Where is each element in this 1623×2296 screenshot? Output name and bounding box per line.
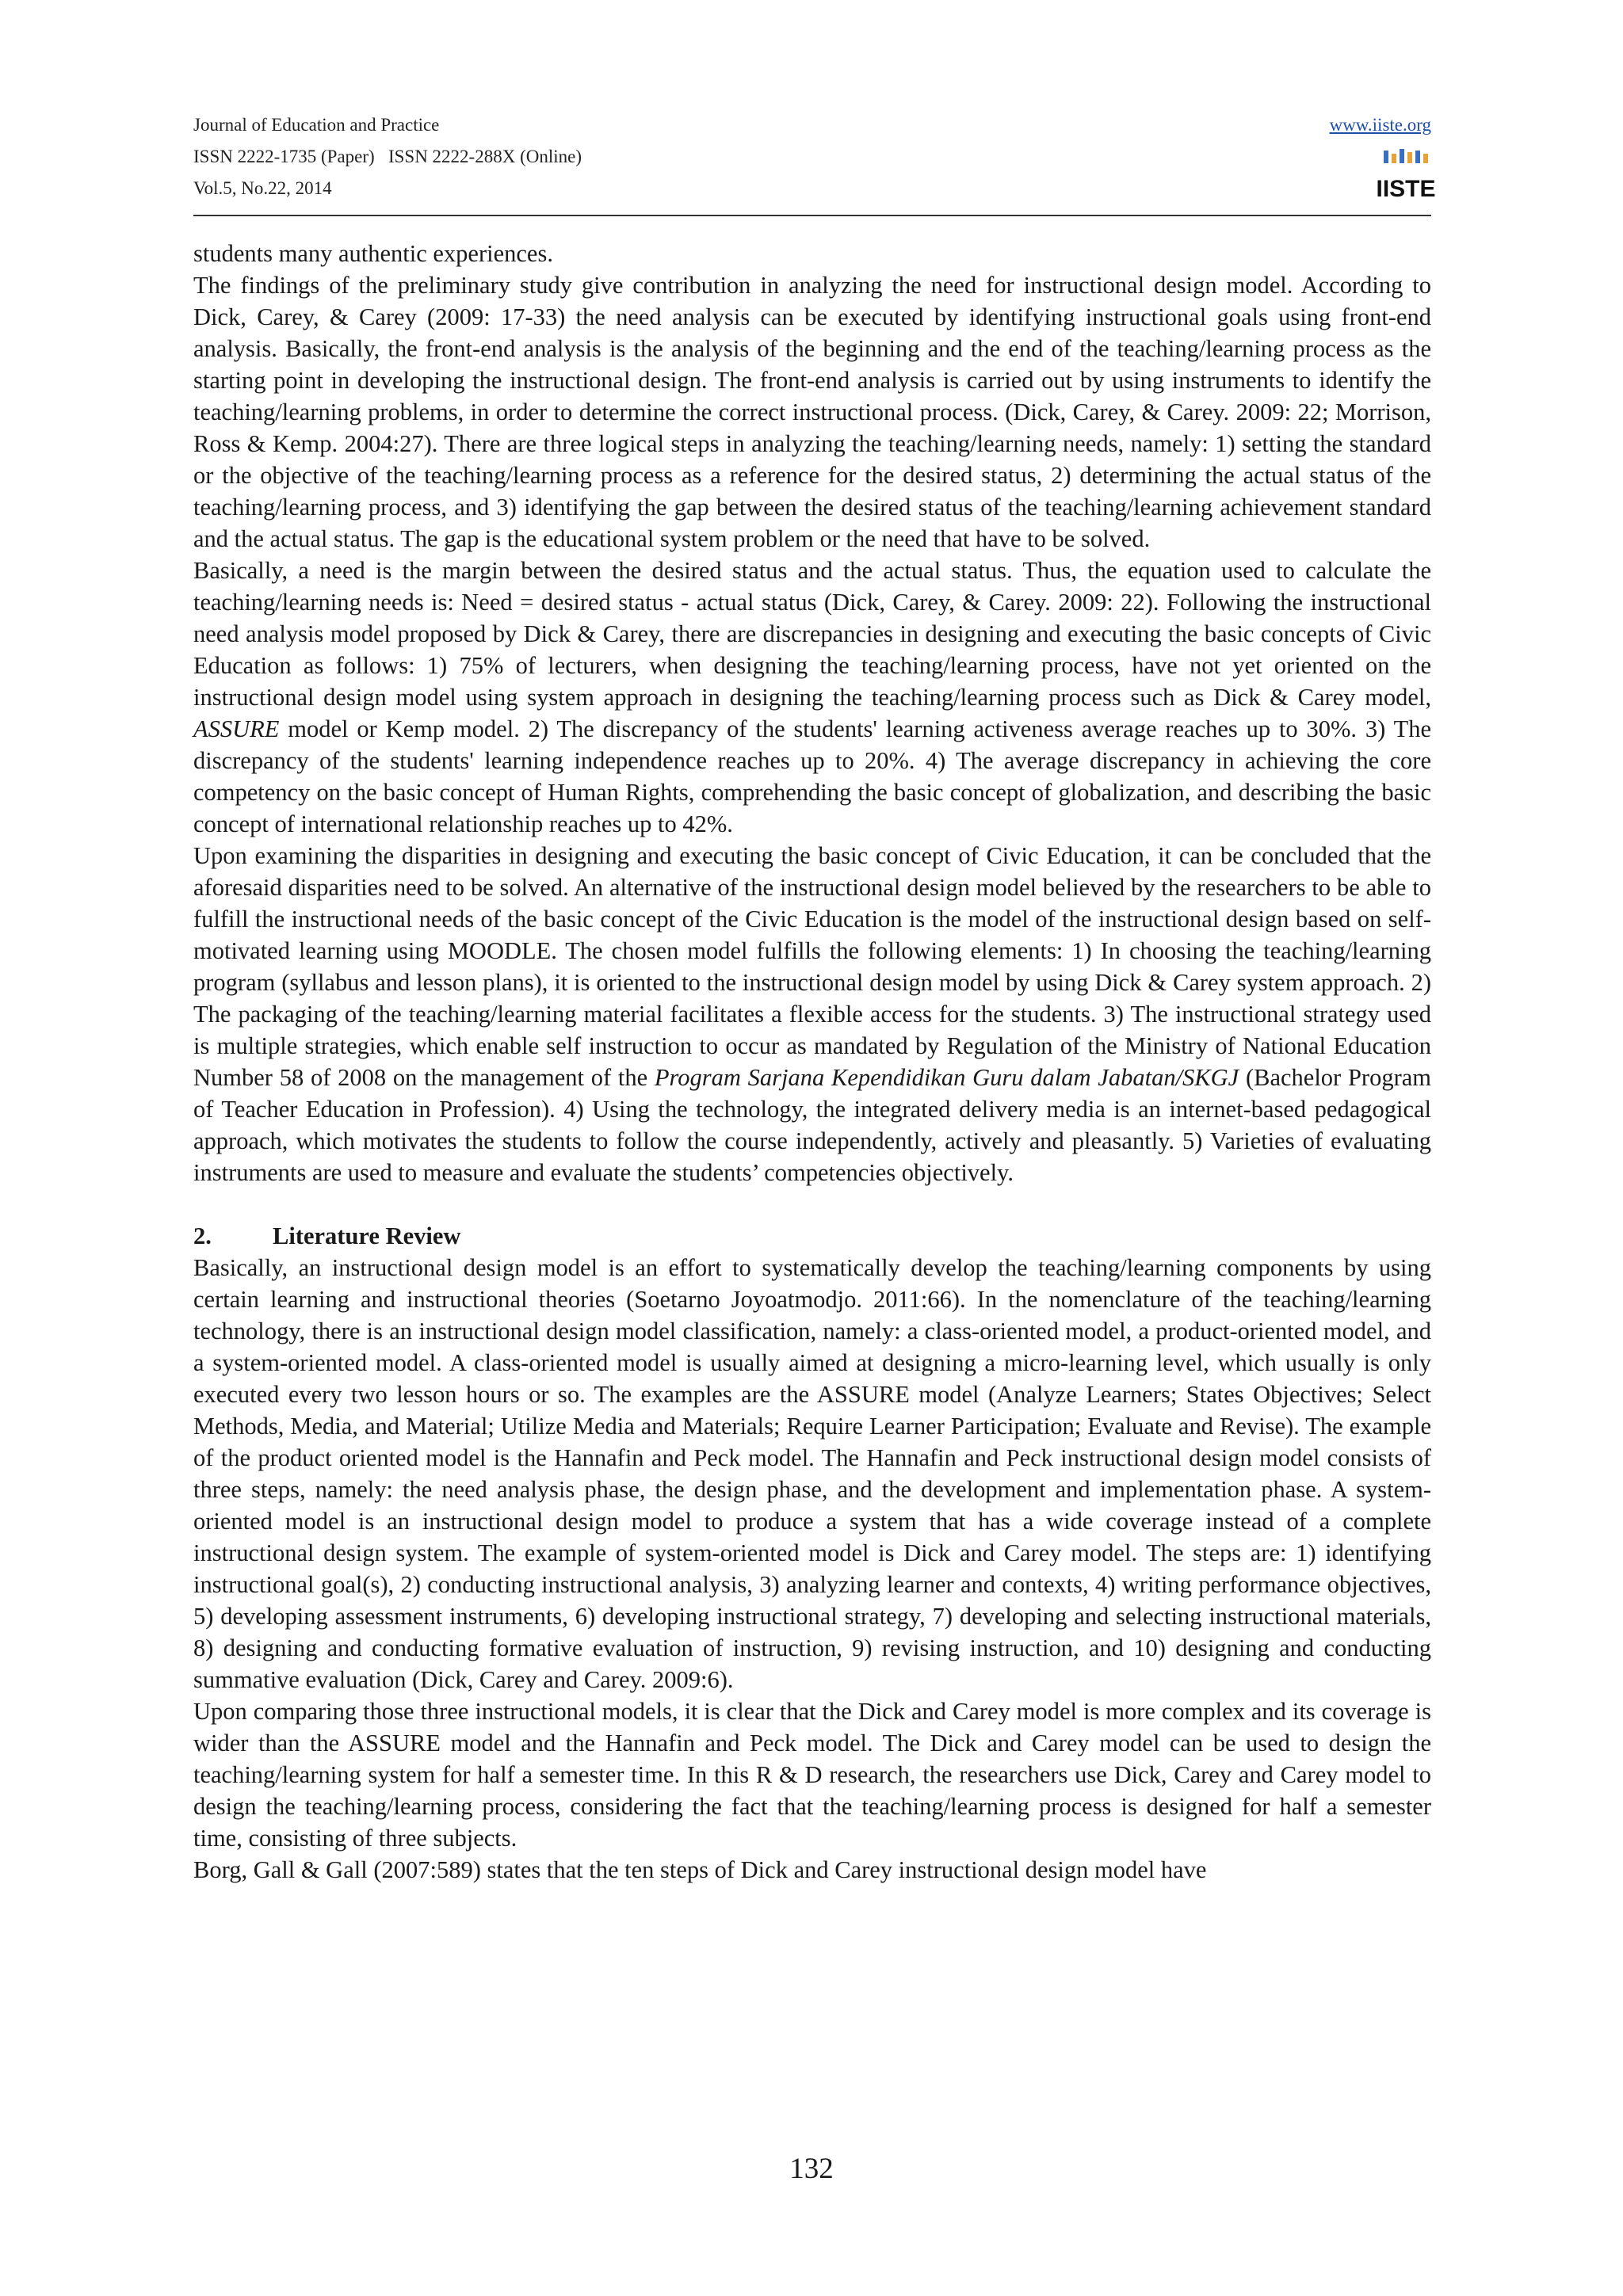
section-heading <box>193 1220 1431 1252</box>
paragraph-2: The findings of the preliminary study give contribution in analyzing the need for instructional design model. According to Dick, Carey, & Carey (2009: 17-33) the need analysis can be executed by identifying instructional goals using front-end analysis. Basically, the front-end analysis is the analysis of the beginning and the end of the teaching/learning process as the starting point in developing the instructional design. The front-end analysis is carried out by using instruments to identify the teaching/learning problems, in order to determine the correct instructional process. (Dick, Carey, & Carey. 2009: 22; Morrison, Ross & Kemp. 2004:27). There are three logical steps in analyzing the teaching/learning needs, namely: 1) setting the standard or the objective of the teaching/learning process as a reference for the desired status, 2) determining the actual status of the teaching/learning process, and 3) identifying the gap between the desired status of the teaching/learning achievement standard and the actual status. The gap is the educational system problem or the need that have to be solved. <box>193 272 1431 552</box>
page-number: 132 <box>789 2153 834 2185</box>
paragraph-7: Borg, Gall & Gall (2007:589) states that the ten steps of Dick and Carey instructional design model have <box>193 1856 1207 1883</box>
paragraph-6: Upon comparing those three instructional models, it is clear that the Dick and Carey model is more complex and its coverage is wider than the ASSURE model and the Hannafin and Peck model. The Dick and Carey model can be used to design the teaching/learning system for half a semester time. In this R & D research, the researchers use Dick, Carey and Carey model to design the teaching/learning process, considering the fact that the teaching/learning process is designed for half a semester time, consisting of three subjects. <box>193 1698 1431 1852</box>
paragraph-1: students many authentic experiences. <box>193 240 553 267</box>
paragraph-4: Upon examining the disparities in designing and executing the basic concept of Civic Education, it can be concluded that the aforesaid disparities need to be solved. An alternative of the instructional design model believed by the researchers to be able to fulfill the instructional needs of the basic concept of the Civic Education is the model of the instructional design based on self-motivated learning using MOODLE. The chosen model fulfills the following elements: 1) In choosing the teaching/learning program (syllabus and lesson plans), it is oriented to the instructional design model by using Dick & Carey system approach. 2) The packaging of the teaching/learning material facilitates a flexible access for the students. 3) The instructional strategy used is multiple strategies, which enable self instruction to occur as mandated by Regulation of the Ministry of National Education Number 58 of 2008 on the management of the Program Sarjana Kependidikan Guru dalam Jabatan/SKGJ (Bachelor Program of Teacher Education in Profession). 4) Using the technology, the integrated delivery media is an internet-based pedagogical approach, which motivates the students to follow the course independently, actively and pleasantly. 5) Varieties of evaluating instruments are used to measure and evaluate the students’ competencies objectively. <box>193 842 1431 1186</box>
page-header <box>193 109 1436 217</box>
issn-line: ISSN 2222-1735 (Paper) ISSN 2222-288X (Online) <box>193 147 582 166</box>
assure-italic: ASSURE <box>193 715 280 742</box>
journal-title: Journal of Education and Practice <box>193 115 440 135</box>
iiste-logo <box>1376 147 1436 206</box>
article-body <box>193 238 1431 1886</box>
section-number: 2. <box>193 1222 212 1249</box>
volume-line: Vol.5, No.22, 2014 <box>193 178 332 198</box>
program-italic: Program Sarjana Kependidikan Guru dalam Jabatan/SKGJ <box>654 1064 1239 1091</box>
section-title: Literature Review <box>273 1222 461 1249</box>
paragraph-3: Basically, a need is the margin between the desired status and the actual status. Thus, the equation used to calculate the teaching/learning needs is: Need = desired status - actual status (Dick, Carey, & Carey. 2009: 22). Following the instructional need analysis model proposed by Dick & Carey, there are discrepancies in designing and executing the basic concepts of Civic Education as follows: 1) 75% of lecturers, when designing the teaching/learning process, have not yet oriented on the instructional design model using system approach in designing the teaching/learning process such as Dick & Carey model, ASSURE model or Kemp model. 2) The discrepancy of the students' learning activeness average reaches up to 30%. 3) The discrepancy of the students' learning independence reaches up to 20%. 4) The average discrepancy in achieving the core competency on the basic concept of Human Rights, comprehending the basic concept of globalization, and describing the basic concept of international relationship reaches up to 42%. <box>193 557 1431 837</box>
website-link[interactable]: www.iiste.org <box>1329 115 1431 135</box>
logo-text: IISTE <box>1376 176 1436 202</box>
paragraph-5: Basically, an instructional design model is an effort to systematically develop the teaching/learning components by using certain learning and instructional theories (Soetarno Joyoatmodjo. 2011:66). In the nomenclature of the teaching/learning technology, there is an instructional design model classification, namely: a class-oriented model, a product-oriented model, and a system-oriented model. A class-oriented model is usually aimed at designing a micro-learning level, which usually is only executed every two lesson hours or so. The examples are the ASSURE model (Analyze Learners; States Objectives; Select Methods, Media, and Material; Utilize Media and Materials; Require Learner Participation; Evaluate and Revise). The example of the product oriented model is the Hannafin and Peck model. The Hannafin and Peck instructional design model consists of three steps, namely: the need analysis phase, the design phase, and the development and implementation phase. A system-oriented model is an instructional design model to produce a system that has a wide coverage instead of a complete instructional design system. The example of system-oriented model is Dick and Carey model. The steps are: 1) identifying instructional goal(s), 2) conducting instructional analysis, 3) analyzing learner and contexts, 4) writing performance objectives, 5) developing assessment instruments, 6) developing instructional strategy, 7) developing and selecting instructional materials, 8) designing and conducting formative evaluation of instruction, 9) revising instruction, and 10) designing and conducting summative evaluation (Dick, Carey and Carey. 2009:6). <box>193 1254 1431 1693</box>
header-rule <box>193 215 1431 216</box>
